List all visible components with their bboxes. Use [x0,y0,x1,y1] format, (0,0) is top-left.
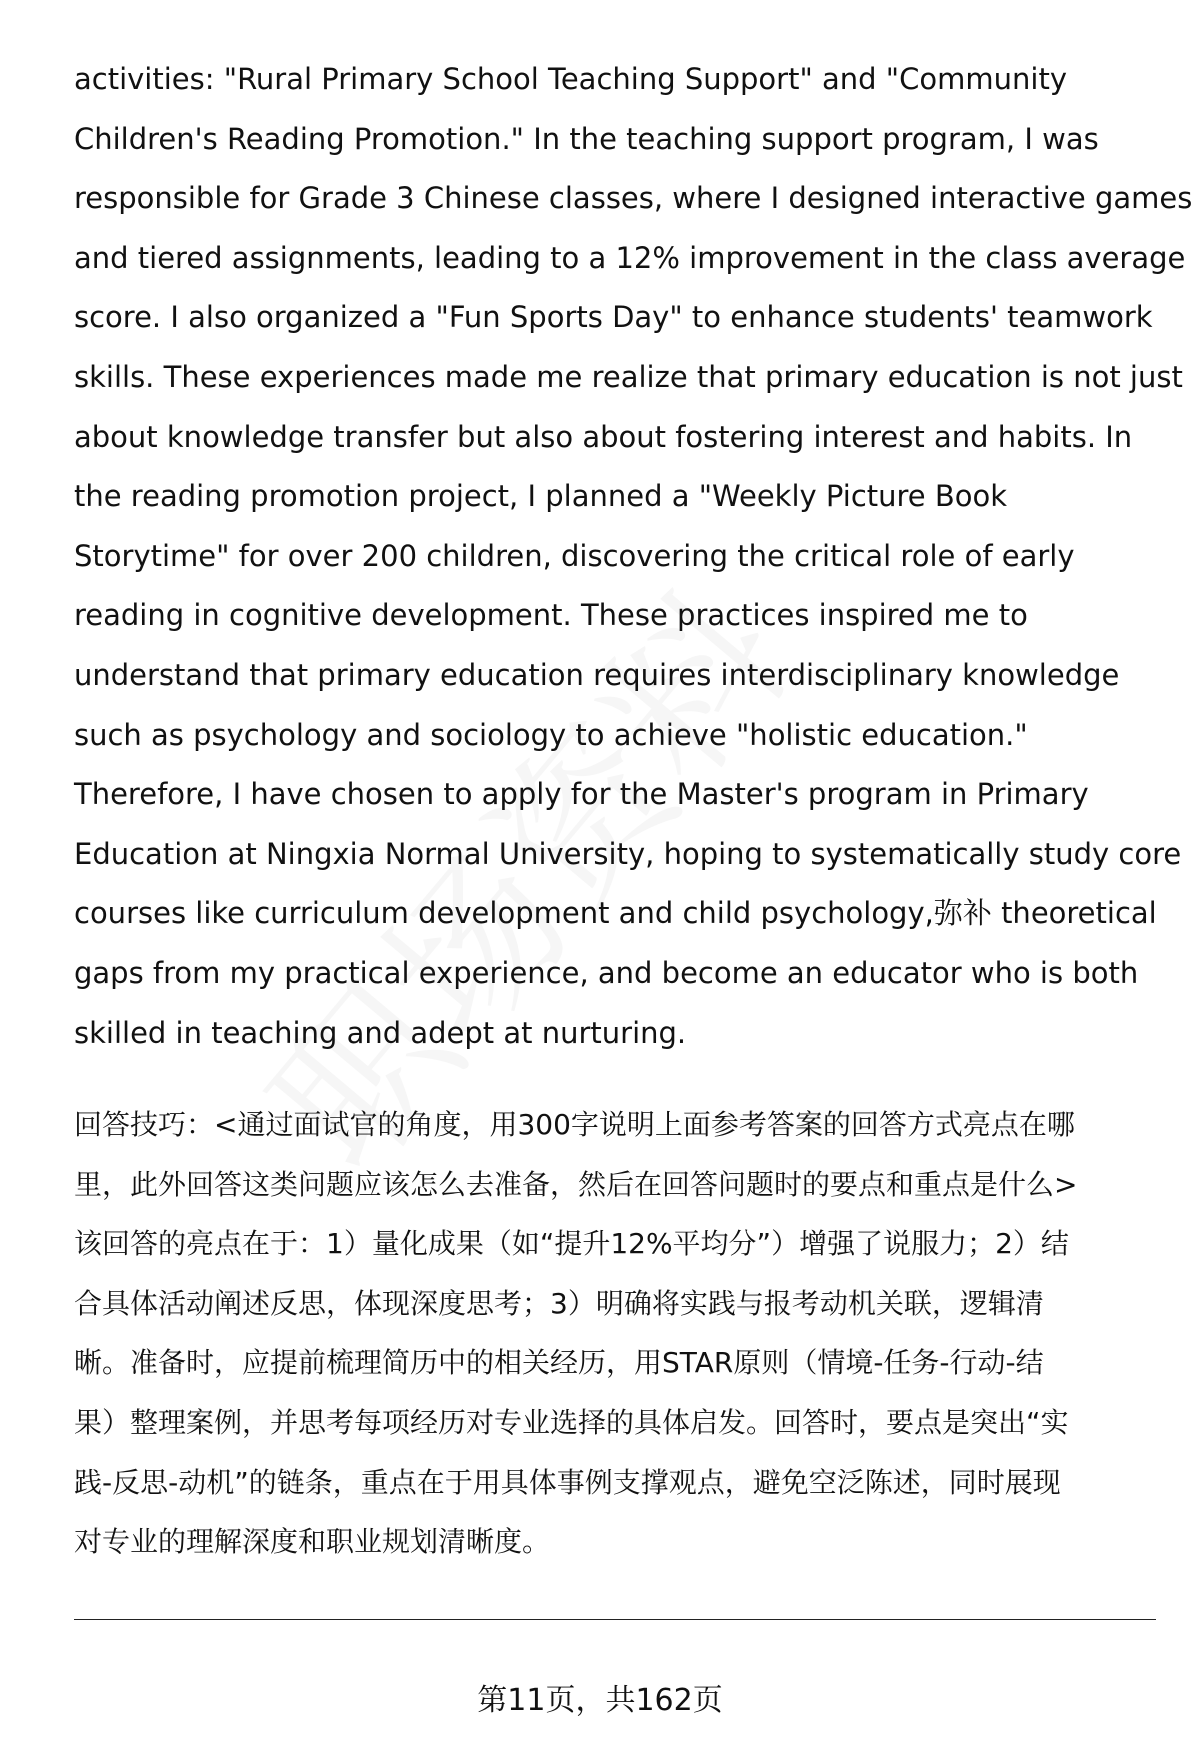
text-line: Storytime" for over 200 children, discovering the critical role of early [74,538,1075,573]
text-line: understand that primary education requires interdisciplinary knowledge [74,657,1120,692]
text-line: skilled in teaching and adept at nurturing. [74,1015,687,1050]
page-number: 第11页，共162页 [477,1683,723,1718]
text-line: score. I also organized a "Fun Sports Day" to enhance students' teamwork [74,300,1153,335]
answer-paragraph-en [74,50,1193,1063]
text-line: 果）整理案例，并思考每项经历对专业选择的具体启发。回答时，要点是突出“实 [74,1405,1069,1439]
text-line: 践-反思-动机”的链条，重点在于用具体事例支撑观点，避免空泛陈述，同时展现 [74,1465,1061,1499]
text-line: Children's Reading Promotion." In the teaching support program, I was [74,121,1099,156]
text-line: 里，此外回答这类问题应该怎么去准备，然后在回答问题时的要点和重点是什么> [74,1167,1078,1201]
text-line: 合具体活动阐述反思，体现深度思考；3）明确将实践与报考动机关联，逻辑清 [74,1286,1044,1320]
text-line: and tiered assignments, leading to a 12% improvement in the class average [74,240,1186,275]
text-line: courses like curriculum development and child psychology,弥补 theoretical [74,896,1157,931]
text-line: 回答技巧：<通过面试官的角度，用300字说明上面参考答案的回答方式亮点在哪 [74,1108,1075,1141]
text-line: such as psychology and sociology to achieve "holistic education." [74,717,1028,752]
answer-tips-paragraph-zh [74,1095,1164,1572]
text-line: skills. These experiences made me realize that primary education is not just [74,359,1183,394]
text-line: gaps from my practical experience, and become an educator who is both [74,955,1139,990]
text-line: the reading promotion project, I planned a "Weekly Picture Book [74,479,1008,514]
text-line: Education at Ningxia Normal University, hoping to systematically study core [74,836,1182,871]
text-line: reading in cognitive development. These practices inspired me to [74,598,1028,633]
text-line: about knowledge transfer but also about fostering interest and habits. In [74,419,1133,454]
text-line: 该回答的亮点在于：1）量化成果（如“提升12%平均分”）增强了说服力；2）结 [74,1227,1069,1261]
text-line: responsible for Grade 3 Chinese classes, where I designed interactive games [74,181,1193,216]
text-line: Therefore, I have chosen to apply for the Master's program in Primary [74,777,1089,812]
footer-divider [74,1619,1156,1620]
text-line: 对专业的理解深度和职业规划清晰度。 [74,1525,551,1559]
text-line: 晰。准备时，应提前梳理简历中的相关经历，用STAR原则（情境-任务-行动-结 [74,1346,1044,1380]
text-line: activities: "Rural Primary School Teaching Support" and "Community [74,62,1067,96]
